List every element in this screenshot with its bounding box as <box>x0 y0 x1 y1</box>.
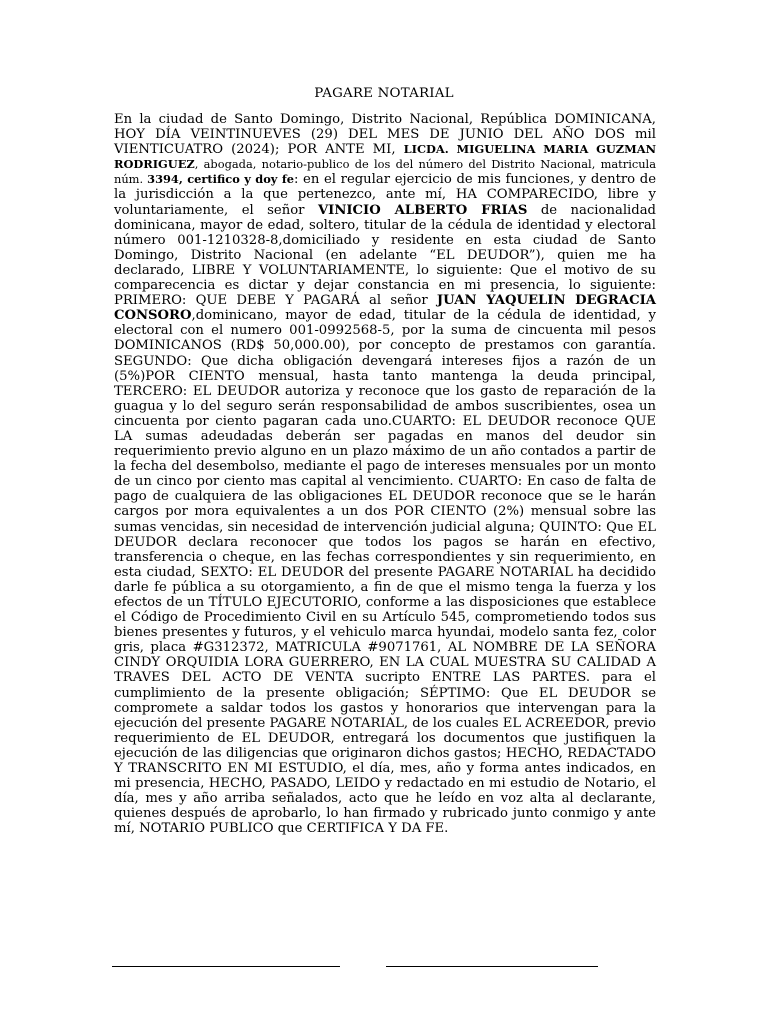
notary-matricula: 3394 <box>147 172 179 187</box>
signature-line-left <box>112 966 340 967</box>
certification-phrase: , certifico y doy fe <box>178 172 294 187</box>
body-segment-1: En la ciudad de Santo Domingo, Distrito Nacional, República DOMINICANA, HOY DÍA VEINTINUEVES (29) DEL MES DE JUNIO DEL AÑO DOS mil VIENTICUATRO (2024); POR ANTE MI, <box>114 112 656 158</box>
body-segment-4: : en el regular ejercicio de mis funciones, y dentro de la jurisdicción a la que pertenezco, ante mí, HA COMPARECIDO, libre y voluntariamente, el señor <box>114 172 656 218</box>
document-body <box>114 112 656 837</box>
debtor-name: VINICIO ALBERTO FRIAS <box>317 202 528 218</box>
creditor-name: JUAN YAQUELIN DEGRACIA CONSORO <box>114 293 656 324</box>
body-segment-6: ,dominicano, mayor de edad, titular de la cédula de identidad, y electoral con el numero 001-0992568-5, por la suma de cincuenta mil pesos DOMINICANOS (RD$ 50,000.00), por concepto de prestamos con garantía. SEGUNDO: Que dicha obligación devengará intereses fijos a razón de un (5%)POR CIENTO mensual, hasta tanto mantenga la deuda principal, TERCERO: EL DEUDOR autoriza y reconoce que los gasto de reparación de la guagua y lo del seguro serán responsabilidad de ambos suscribientes, osea un cincuenta por ciento pagaran cada uno.CUARTO: EL DEUDOR reconoce QUE LA sumas adeudadas deberán ser pagadas en manos del deudor sin requerimiento previo alguno en un plazo máximo de un año contados a partir de la fecha del desembolso, mediante el pago de intereses mensuales por un monto de un cinco por ciento mas capital al vencimiento. CUARTO: En caso de falta de pago de cualquiera de las obligaciones EL DEUDOR reconoce que se le harán cargos por mora equivalentes a un dos POR CIENTO (2%) mensual sobre las sumas vencidas, sin necesidad de intervención judicial alguna; QUINTO: Que EL DEUDOR declara reconocer que todos los pagos se harán en efectivo, transferencia o cheque, en las fechas correspondientes y sin requerimiento, en esta ciudad, SEXTO: EL DEUDOR del presente PAGARE NOTARIAL ha decidido darle fe pública a su otorgamiento, a fin de que el mismo tenga la fuerza y los efectos de un TÍTULO EJECUTORIO, conforme a las disposiciones que establece el Código de Procedimiento Civil en su Artículo 545, comprometiendo todos sus bienes presentes y futuros, y el vehiculo marca hyundai, modelo santa fez, color gris, placa #G312372, MATRICULA #9071761, AL NOMBRE DE LA SEÑORA CINDY ORQUIDIA LORA GUERRERO, EN LA CUAL MUESTRA SU CALIDAD A TRAVES DEL ACTO DE VENTA sucripto ENTRE LAS PARTES. para el cumplimiento de la presente obligación; SÉPTIMO: Que EL DEUDOR se compromete a saldar todos los gastos y honorarios que intervengan para la ejecución del presente PAGARE NOTARIAL, de los cuales EL ACREEDOR, previo requerimiento de EL DEUDOR, entregará los documentos que justifiquen la ejecución de las diligencias que originaron dichos gastos; HECHO, REDACTADO Y TRANSCRITO EN MI ESTUDIO, el día, mes, año y forma antes indicados, en mi presencia, HECHO, PASADO, LEIDO y redactado en mi estudio de Notario, el día, mes y año arriba señalados, acto que he leído en voz alta al declarante, quienes después de aprobarlo, lo han firmado y rubricado junto conmigo y ante mí, NOTARIO PUBLICO que CERTIFICA Y DA FE. <box>114 308 656 837</box>
body-segment-5: de nacionalidad dominicana, mayor de edad, soltero, titular de la cédula de identidad y electoral número 001-1210328-8,domiciliado y residente en esta ciudad de Santo Domingo, Distrito Nacional (en adelante “EL DEUDOR”), quien me ha declarado, LIBRE Y VOLUNTARIAMENTE, lo siguiente: Que el motivo de su comparecencia es dictar y dejar constancia en mi presencia, lo siguiente: PRIMERO: QUE DEBE Y PAGARÁ al señor <box>114 202 656 309</box>
body-segment-2: , abogada, notario-publico de los del número del Distrito Nacional, matricula núm. <box>114 157 656 187</box>
signature-line-right <box>386 966 598 967</box>
document-title: PAGARE NOTARIAL <box>314 86 454 101</box>
notary-name: LICDA. MIGUELINA MARIA GUZMAN RODRIGUEZ <box>114 142 656 172</box>
